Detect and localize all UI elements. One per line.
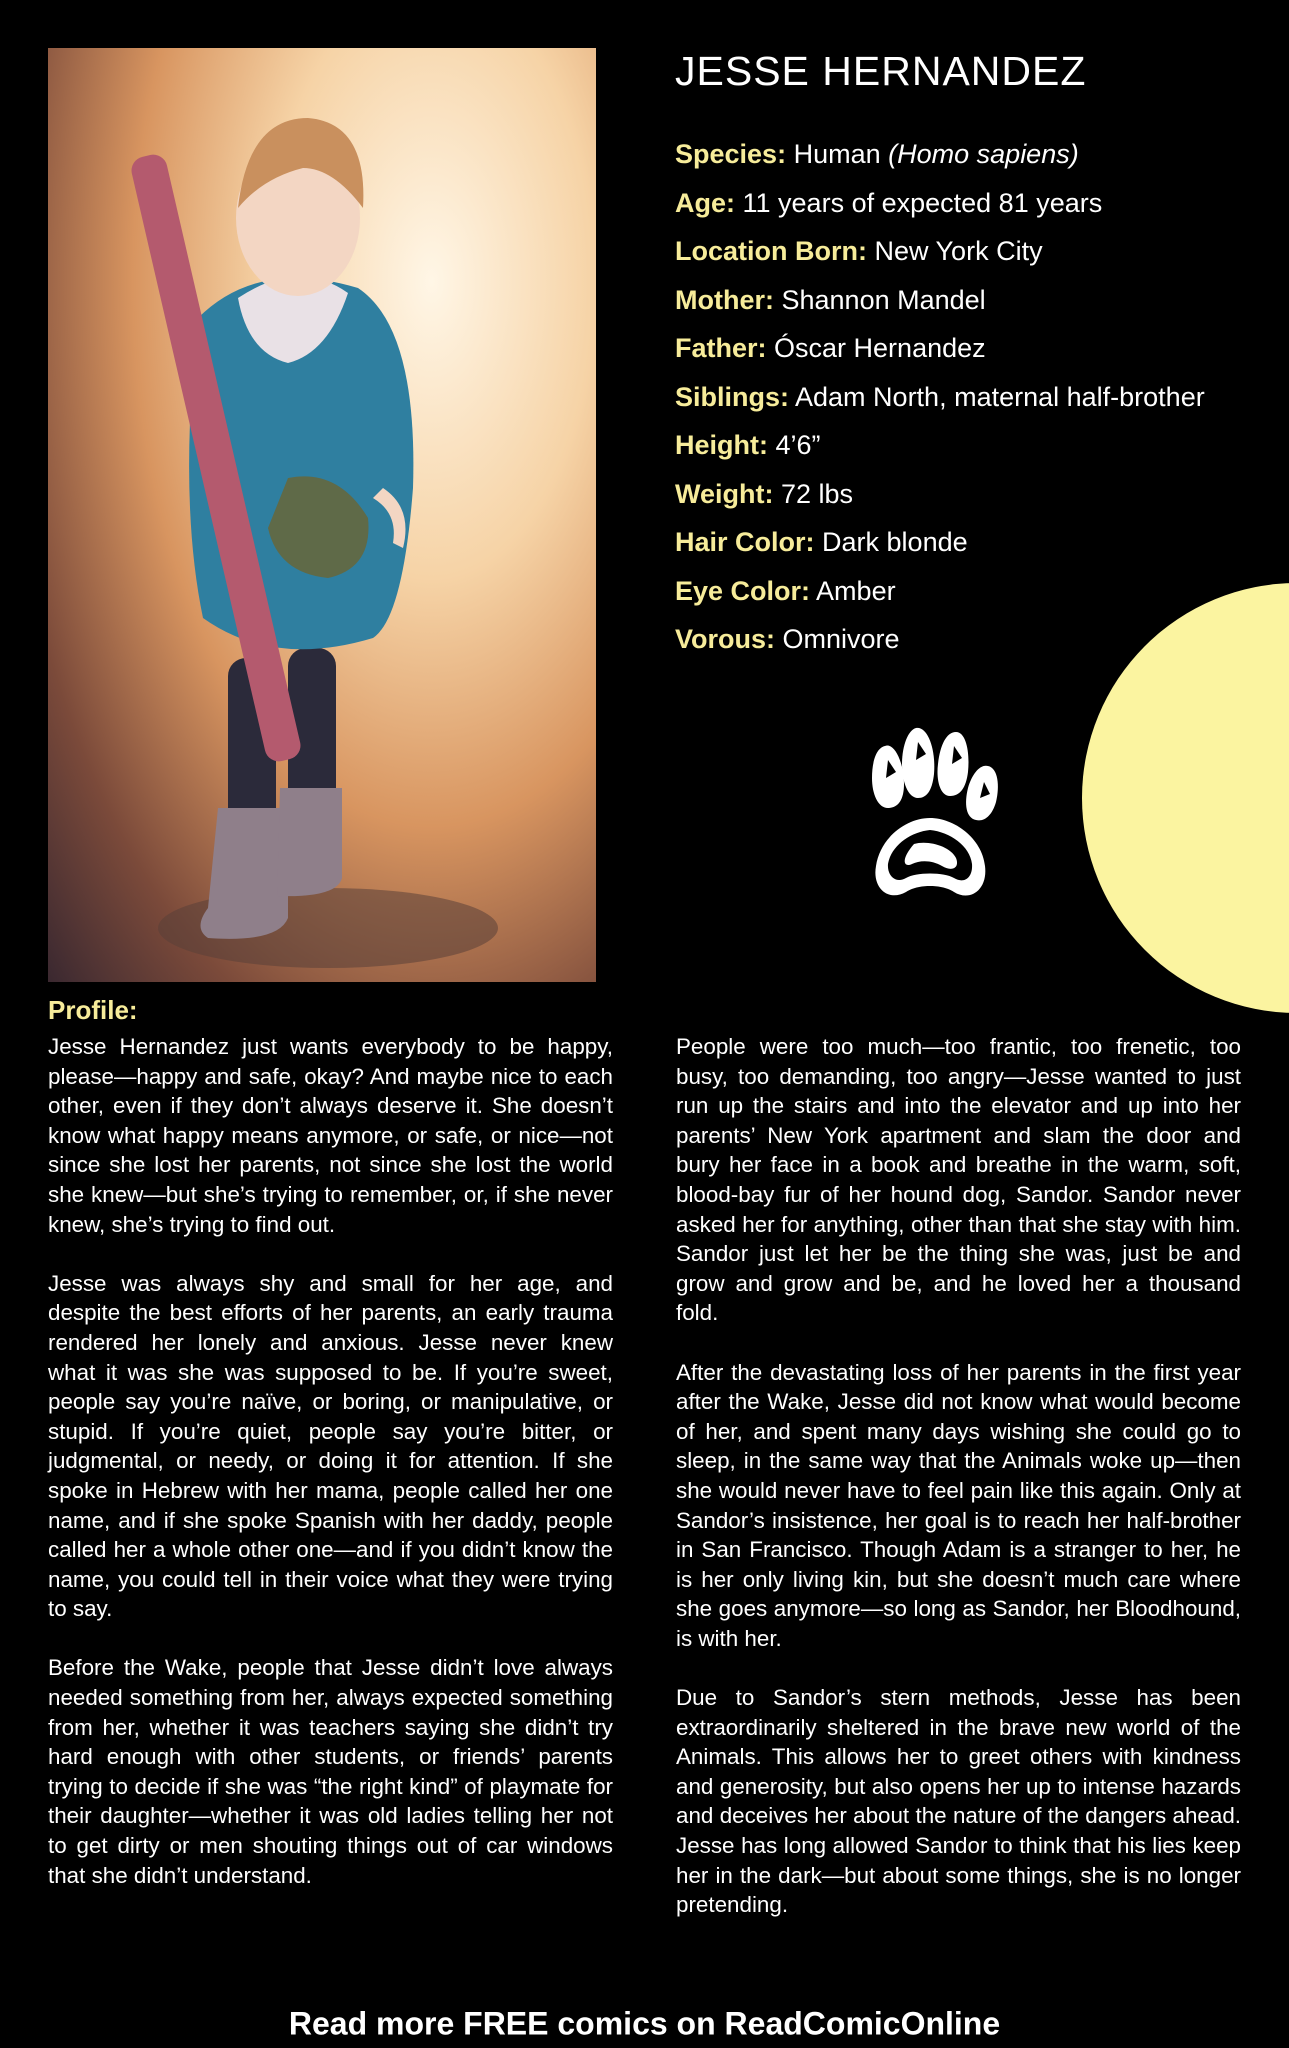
fact-siblings: [675, 380, 1235, 429]
fact-father: [675, 331, 1235, 380]
fact-weight: [675, 477, 1235, 526]
fact-label: Hair Color:: [675, 527, 815, 557]
profile-paragraph: Jesse was always shy and small for her age, and despite the best efforts of her parents, an early trauma rendered her lonely and anxious. Jesse never knew what it was she was supposed to be. If you’re sweet, people say you’re naïve, or boring, or manipulative, or stupid. If you’re quiet, people say you’re bitter, or judgmental, or needy, or doing it for attention. If she spoke in Hebrew with her mama, people called her one name, and if she spoke Spanish with her daddy, people called her a whole other one—and if you didn’t know the name, you could tell in their voice what they were trying to say.: [48, 1270, 613, 1622]
fact-species: [675, 137, 1235, 186]
fact-value: Óscar Hernandez: [774, 333, 986, 363]
fact-label: Father:: [675, 333, 767, 363]
footer-banner: Read more FREE comics on ReadComicOnline: [288, 2005, 1001, 2042]
fact-value: Adam North, maternal half-brother: [795, 381, 1205, 412]
character-facts-list: [675, 137, 1235, 671]
girl-with-rifle-illustration: [48, 48, 596, 982]
fact-value: 72 lbs: [781, 478, 854, 509]
fact-value: Shannon Mandel: [781, 284, 986, 315]
fact-value: Amber: [816, 575, 896, 606]
fact-hair-color: [675, 525, 1235, 574]
profile-column-left: [48, 1032, 613, 1920]
fact-label: Vorous:: [675, 624, 775, 654]
fact-label: Location Born:: [675, 236, 867, 266]
profile-column-right: [676, 1032, 1241, 1949]
fact-label: Age:: [675, 187, 735, 218]
profile-paragraph: After the devastating loss of her parents in the first year after the Wake, Jesse did not know what would become of her, and spent many days wishing she could go to sleep, in the same way that the Animals woke up—then she would never have to feel pain like this again. Only at Sandor’s insistence, her goal is to reach her half-brother in San Francisco. Though Adam is a stranger to her, he is her only living kin, but she doesn’t much care where she goes anymore—so long as Sandor, her Bloodhound, is with her.: [676, 1359, 1241, 1651]
profile-paragraph: Jesse Hernandez just wants everybody to be happy, please—happy and safe, okay? And maybe nice to each other, even if they don’t always deserve it. She doesn’t know what happy means anymore, or safe, or nice—not since she lost her parents, not since she lost the world she knew—but she’s trying to remember, or, if she never knew, she’s trying to find out.: [48, 1034, 613, 1237]
fact-age: [675, 186, 1235, 235]
fact-value: 11 years of expected 81 years: [742, 187, 1103, 218]
profile-paragraph: Before the Wake, people that Jesse didn’t love always needed something from her, always expected something from her, whether it was teachers saying she didn’t try hard enough with other students, or friends’ parents trying to decide if she was “the right kind” of playmate for their daughter—whether it was old ladies telling her not to get dirty or men shouting things out of car windows that she didn’t understand.: [48, 1655, 613, 1888]
profile-paragraph: Due to Sandor’s stern methods, Jesse has been extraordinarily sheltered in the brave new world of the Animals. This allows her to greet others with kindness and generosity, but also opens her up to intense hazards and deceives her about the nature of the dangers ahead. Jesse has long allowed Sandor to think that his lies keep her in the dark—but about some things, she is no longer pretending.: [676, 1685, 1241, 1918]
fact-value: Omnivore: [782, 624, 900, 654]
fact-value: Human: [793, 139, 881, 169]
fact-label: Siblings:: [675, 381, 789, 412]
fact-label: Species:: [675, 139, 787, 169]
fact-label: Eye Color:: [675, 575, 811, 606]
fact-location-born: [675, 234, 1235, 283]
fact-eye-color: [675, 574, 1235, 623]
fact-value: New York City: [874, 236, 1043, 266]
profile-paragraph: People were too much—too frantic, too frenetic, too busy, too demanding, too angry—Jesse wanted to just run up the stairs and into the elevator and up into her parents’ New York apartment and slam the door and bury her face in a book and breathe in the warm, soft, blood-bay fur of her hound dog, Sandor. Sandor never asked her for anything, other than that she stay with him. Sandor just let her be the thing she was, just be and grow and grow and be, and he loved her a thousand fold.: [676, 1034, 1241, 1326]
fact-label: Height:: [675, 430, 768, 460]
fact-value-italic: (Homo sapiens): [888, 139, 1079, 169]
fact-value: 4’6”: [775, 430, 821, 460]
fact-label: Mother:: [675, 284, 774, 315]
fact-value: Dark blonde: [822, 527, 968, 557]
profile-heading: Profile:: [48, 995, 138, 1025]
paw-print-icon: [870, 726, 1000, 900]
character-name: JESSE HERNANDEZ: [675, 48, 1087, 94]
fact-label: Weight:: [675, 478, 774, 509]
character-illustration: [48, 48, 596, 982]
fact-height: [675, 428, 1235, 477]
fact-mother: [675, 283, 1235, 332]
